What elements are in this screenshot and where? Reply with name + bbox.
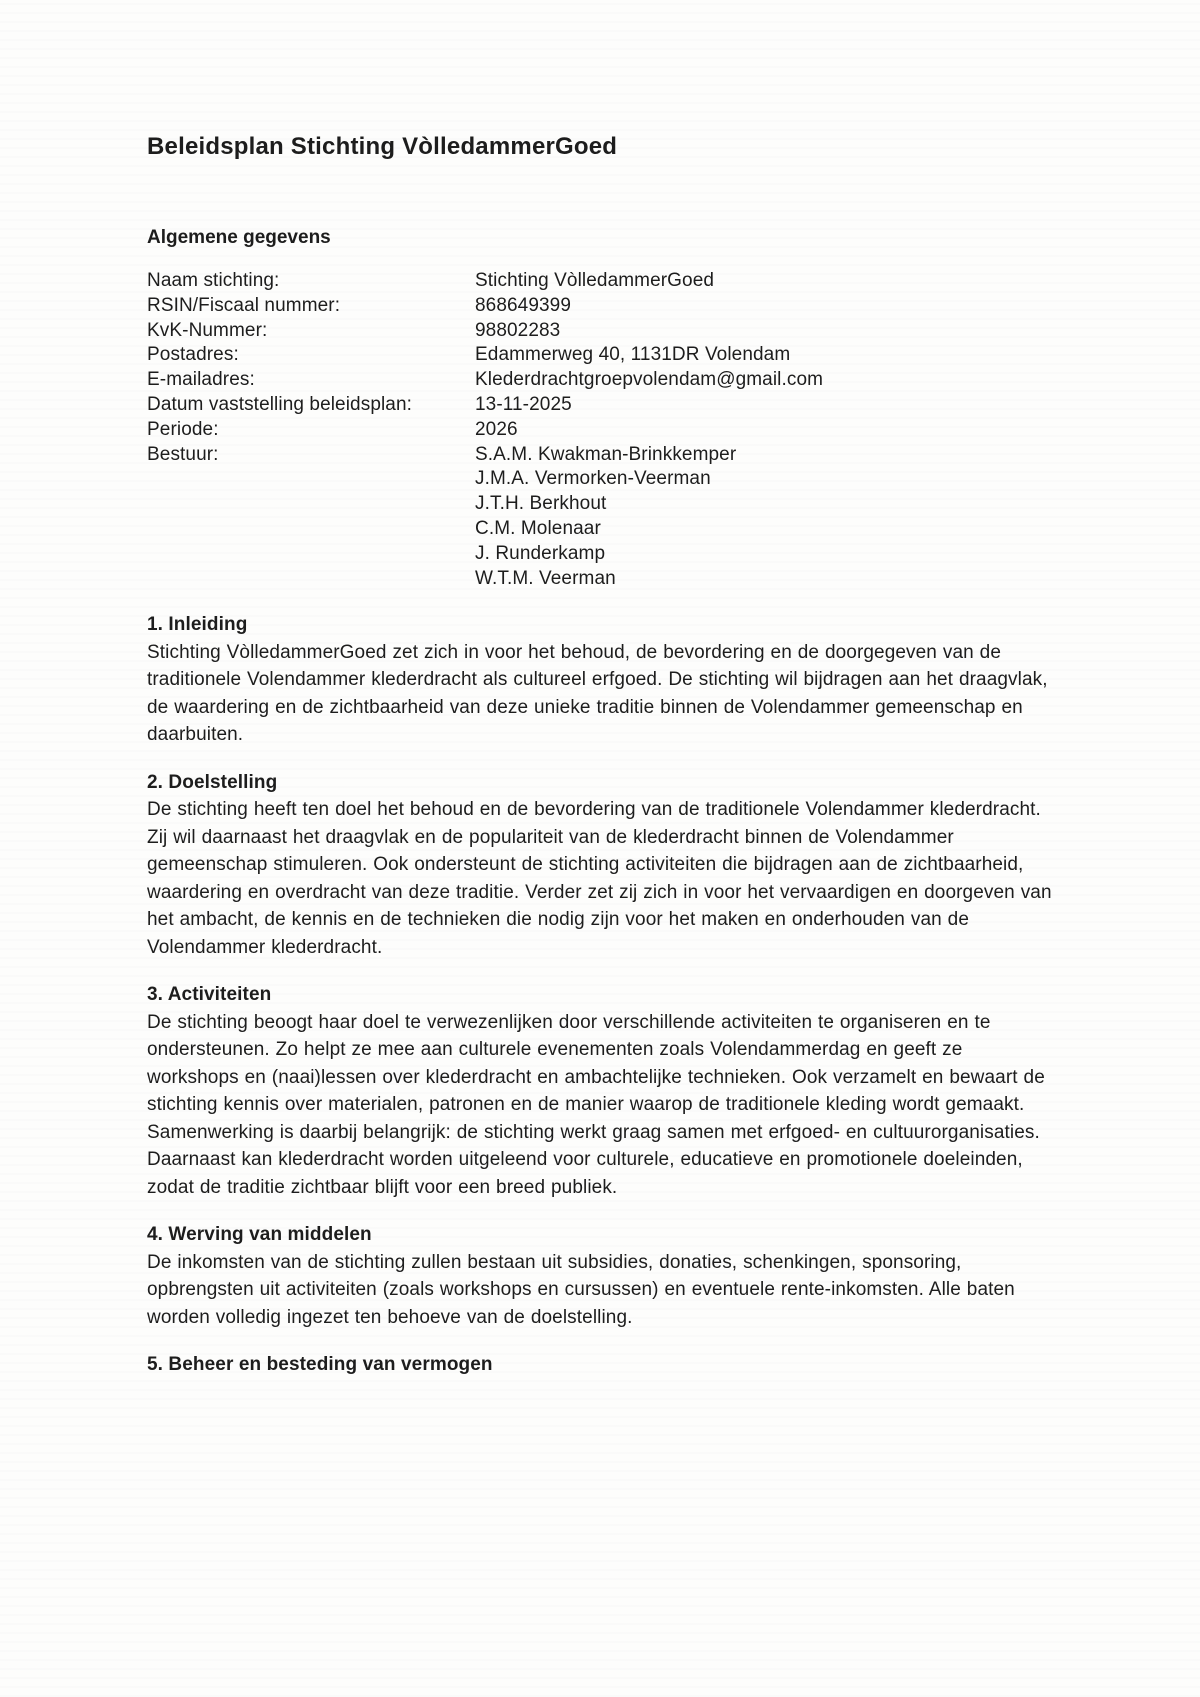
- board-member-row: [147, 567, 1055, 592]
- field-row-kvk: [147, 319, 1055, 344]
- board-member-row: [147, 517, 1055, 542]
- field-label-empty: [147, 542, 475, 567]
- section-beheer-en-besteding: [147, 1351, 1055, 1379]
- board-member: C.M. Molenaar: [475, 517, 601, 539]
- board-member: S.A.M. Kwakman-Brinkkemper: [475, 443, 737, 465]
- board-member-row: [147, 492, 1055, 517]
- section-inleiding: [147, 611, 1055, 749]
- general-info-table: [147, 269, 1055, 591]
- section-body: De stichting heeft ten doel het behoud en de bevordering van de traditionele Volendammer klederdracht. Zij wil daarnaast het draagvlak en de populariteit van de klederdracht binnen de Volendammer gemeenschap stimuleren. Ook ondersteunt de stichting activiteiten die bijdragen aan de zichtbaarheid, waardering en overdracht van deze traditie. Verder zet zij zich in voor het vervaardigen en doorgeven van het ambacht, de kennis en de technieken die nodig zijn voor het maken en onderhouden van de Volendammer klederdracht.: [147, 799, 1052, 958]
- section-body: De stichting beoogt haar doel te verwezenlijken door verschillende activiteiten te organiseren en te ondersteunen. Zo helpt ze mee aan culturele evenementen zoals Volendammerdag en geeft ze workshops en (naai)lessen over klederdracht en ambachtelijke technieken. Ook verzamelt en bewaart de stichting kennis over materialen, patronen en de manier waarop de traditionele kleding wordt gemaakt. Samenwerking is daarbij belangrijk: de stichting werkt graag samen met erfgoed- en cultuurorganisaties. Daarnaast kan klederdracht worden uitgeleend voor culturele, educatieve en promotionele doeleinden, zodat de traditie zichtbaar blijft voor een breed publiek.: [147, 1011, 1045, 1198]
- field-label: Periode:: [147, 418, 219, 440]
- section-body: Stichting VòlledammerGoed zet zich in voor het behoud, de bevordering en de doorgegeven van de traditionele Volendammer klederdracht als cultureel erfgoed. De stichting wil bijdragen aan het draagvlak, de waardering en de zichtbaarheid van deze unieke traditie binnen de Volendammer gemeenschap en daarbuiten.: [147, 641, 1048, 746]
- field-label: Datum vaststelling beleidsplan:: [147, 393, 413, 415]
- field-label: RSIN/Fiscaal nummer:: [147, 294, 341, 316]
- field-label-empty: [147, 467, 475, 492]
- field-row-postadres: [147, 343, 1055, 368]
- field-label: KvK-Nummer:: [147, 319, 268, 341]
- section-doelstelling: [147, 769, 1055, 962]
- section-heading: 4. Werving van middelen: [147, 1224, 372, 1246]
- board-member: J. Runderkamp: [475, 542, 606, 564]
- field-label-empty: [147, 492, 475, 517]
- field-label: Naam stichting:: [147, 270, 280, 291]
- section-heading: 2. Doelstelling: [147, 771, 278, 793]
- field-label: Bestuur:: [147, 443, 219, 465]
- section-heading: 5. Beheer en besteding van vermogen: [147, 1354, 493, 1376]
- board-member-row: [147, 542, 1055, 567]
- field-value: 98802283: [475, 319, 561, 341]
- field-label-empty: [147, 567, 475, 592]
- field-row-emailadres: [147, 368, 1055, 393]
- board-member: J.T.H. Berkhout: [475, 493, 607, 515]
- field-row-periode: [147, 418, 1055, 443]
- document-title: Beleidsplan Stichting VòlledammerGoed: [147, 133, 618, 160]
- field-label: Postadres:: [147, 344, 239, 366]
- field-value: Klederdrachtgroepvolendam@gmail.com: [475, 369, 824, 391]
- board-member: W.T.M. Veerman: [475, 567, 616, 589]
- section-werving-van-middelen: [147, 1221, 1055, 1331]
- section-activiteiten: [147, 981, 1055, 1201]
- field-value: 2026: [475, 418, 518, 440]
- field-value: 13-11-2025: [475, 393, 572, 415]
- section-body: De inkomsten van de stichting zullen bestaan uit subsidies, donaties, schenkingen, sponsoring, opbrengsten uit activiteiten (zoals workshops en cursussen) en eventuele rente-inkomsten. Alle baten worden volledig ingezet ten behoeve van de doelstelling.: [147, 1251, 1015, 1328]
- section-heading: 3. Activiteiten: [147, 984, 272, 1006]
- field-label: E-mailadres:: [147, 369, 255, 391]
- field-label-empty: [147, 517, 475, 542]
- general-info-heading: Algemene gegevens: [147, 227, 331, 248]
- section-heading: 1. Inleiding: [147, 614, 248, 636]
- field-value: 868649399: [475, 294, 572, 316]
- board-member: J.M.A. Vermorken-Veerman: [475, 468, 711, 490]
- field-row-bestuur: [147, 443, 1055, 468]
- field-row-naam-stichting: [147, 269, 1055, 294]
- field-value: Edammerweg 40, 1131DR Volendam: [475, 344, 791, 366]
- field-row-rsin: [147, 294, 1055, 319]
- board-member-row: [147, 467, 1055, 492]
- field-value: Stichting VòlledammerGoed: [475, 270, 715, 291]
- field-row-datum-vaststelling: [147, 393, 1055, 418]
